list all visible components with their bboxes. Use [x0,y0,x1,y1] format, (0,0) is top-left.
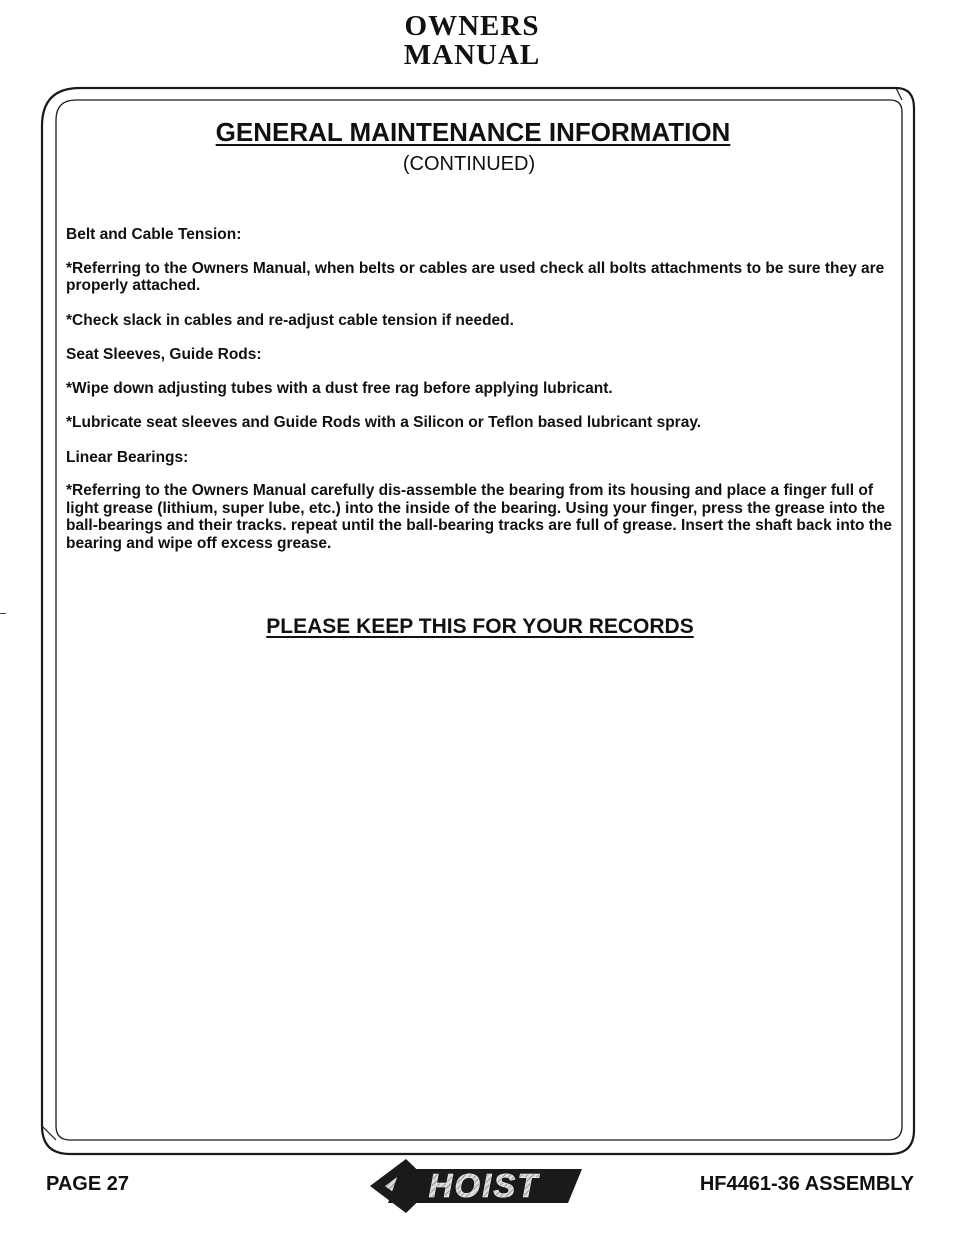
header-line-2: MANUAL [403,39,541,71]
instruction-cable-slack: *Check slack in cables and re-adjust cable tension if needed. [66,311,514,329]
instruction-wipe-tubes: *Wipe down adjusting tubes with a dust free rag before applying lubricant. [66,379,613,397]
maintenance-content [66,226,898,569]
header-line-1: OWNERS [404,10,540,42]
model-assembly-label: HF4461-36 ASSEMBLY [699,1173,914,1195]
heading-belt-cable: Belt and Cable Tension: [66,226,242,243]
page-number: PAGE 27 [46,1173,129,1195]
section-subtitle: (CONTINUED) [402,153,536,175]
logo-wordmark: HOIST [428,1167,540,1204]
section-title: GENERAL MAINTENANCE INFORMATION [215,117,731,147]
instruction-lubricate: *Lubricate seat sleeves and Guide Rods with a Silicon or Teflon based lubricant spray. [66,414,702,431]
heading-seat-sleeves: Seat Sleeves, Guide Rods: [66,346,262,363]
instruction-bearing-grease: *Referring to the Owners Manual carefully dis-assemble the bearing from its housing and place a finger full of light grease (lithium, super lube, etc.) into the inside of the bearing. Using your finger, press the grease into the ball-bearings and their tracks. repeat until the ball-bearing tracks are full of grease. Insert the shaft back into the bearing and wipe off excess grease. [66,482,893,552]
margin-mark [0,613,6,614]
hoist-logo [366,1155,588,1217]
heading-linear-bearings: Linear Bearings: [66,448,189,466]
keep-records-notice: PLEASE KEEP THIS FOR YOUR RECORDS [266,615,694,638]
instruction-belt-attachments: *Referring to the Owners Manual, when belts or cables are used check all bolts attachments to be sure they are properly attached. [66,259,885,294]
